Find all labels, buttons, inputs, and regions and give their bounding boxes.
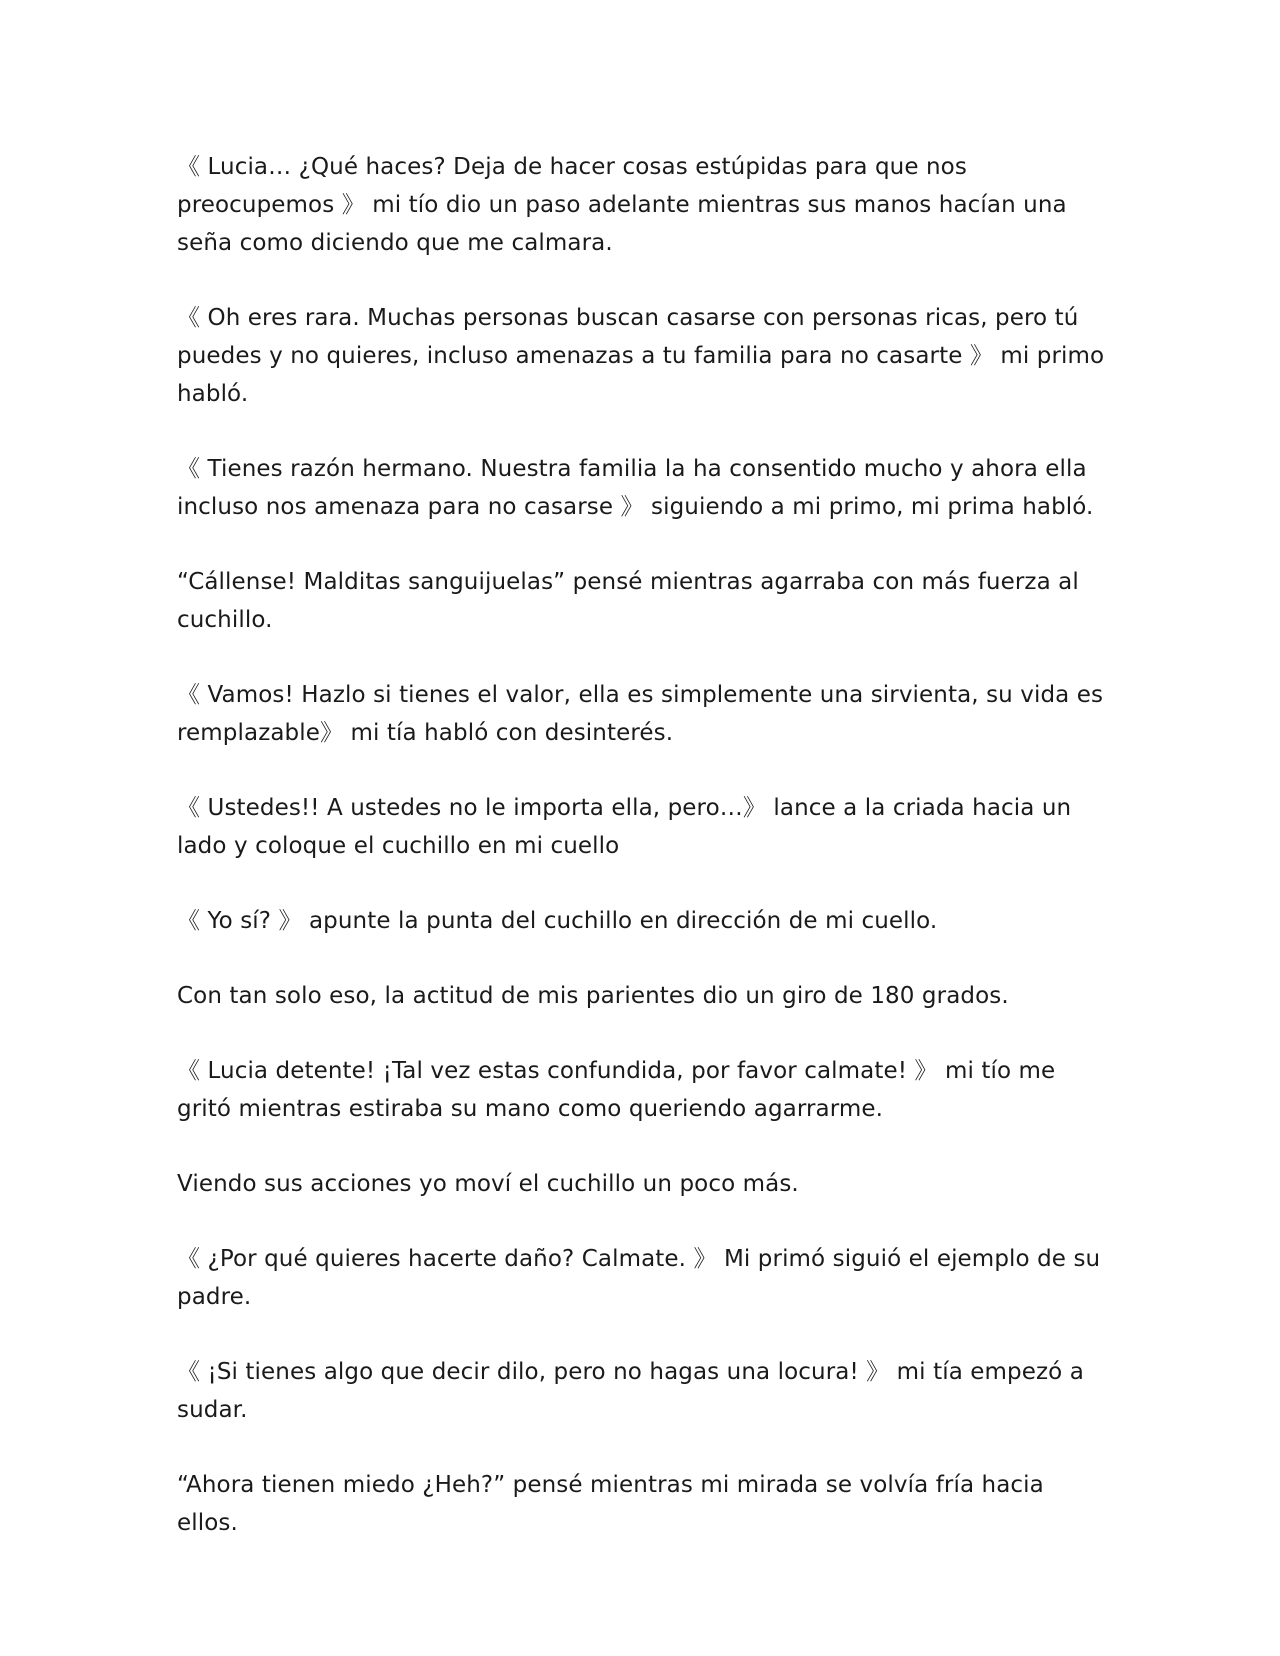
- paragraph: 《 Lucia… ¿Qué haces? Deja de hacer cosas estúpidas para que nos preocupemos 》 mi tío dio un paso adelante mientras sus manos hacían una seña como diciendo que me calmara.: [177, 154, 1067, 256]
- paragraph: 《 Ustedes!! A ustedes no le importa ella, pero…》 lance a la criada hacia un lado y coloque el cuchillo en mi cuello: [177, 795, 1072, 859]
- paragraph: “Cállense! Malditas sanguijuelas” pensé mientras agarraba con más fuerza al cuchillo.: [177, 569, 1079, 633]
- paragraph: 《 ¿Por qué quieres hacerte daño? Calmate. 》 Mi primó siguió el ejemplo de su padre.: [177, 1246, 1101, 1310]
- paragraph: 《 ¡Si tienes algo que decir dilo, pero no hagas una locura! 》 mi tía empezó a sudar.: [177, 1359, 1084, 1423]
- paragraph: 《 Yo sí? 》 apunte la punta del cuchillo en dirección de mi cuello.: [177, 908, 938, 934]
- paragraph: Con tan solo eso, la actitud de mis parientes dio un giro de 180 grados.: [177, 983, 1009, 1009]
- paragraph: 《 Lucia detente! ¡Tal vez estas confundida, por favor calmate! 》 mi tío me gritó mientras estiraba su mano como queriendo agarrarme.: [177, 1058, 1056, 1122]
- paragraph: 《 Oh eres rara. Muchas personas buscan casarse con personas ricas, pero tú puedes y no quieres, incluso amenazas a tu familia para no casarte 》 mi primo habló.: [177, 305, 1105, 407]
- paragraph: 《 Vamos! Hazlo si tienes el valor, ella es simplemente una sirvienta, su vida es remplazable》 mi tía habló con desinterés.: [177, 682, 1104, 746]
- paragraph: Viendo sus acciones yo moví el cuchillo un poco más.: [177, 1171, 799, 1197]
- paragraph: “Ahora tienen miedo ¿Heh?” pensé mientras mi mirada se volvía fría hacia ellos.: [177, 1472, 1044, 1536]
- document-body: [177, 148, 1107, 1579]
- paragraph: 《 Tienes razón hermano. Nuestra familia la ha consentido mucho y ahora ella incluso nos amenaza para no casarse 》 siguiendo a mi primo, mi prima habló.: [177, 456, 1094, 520]
